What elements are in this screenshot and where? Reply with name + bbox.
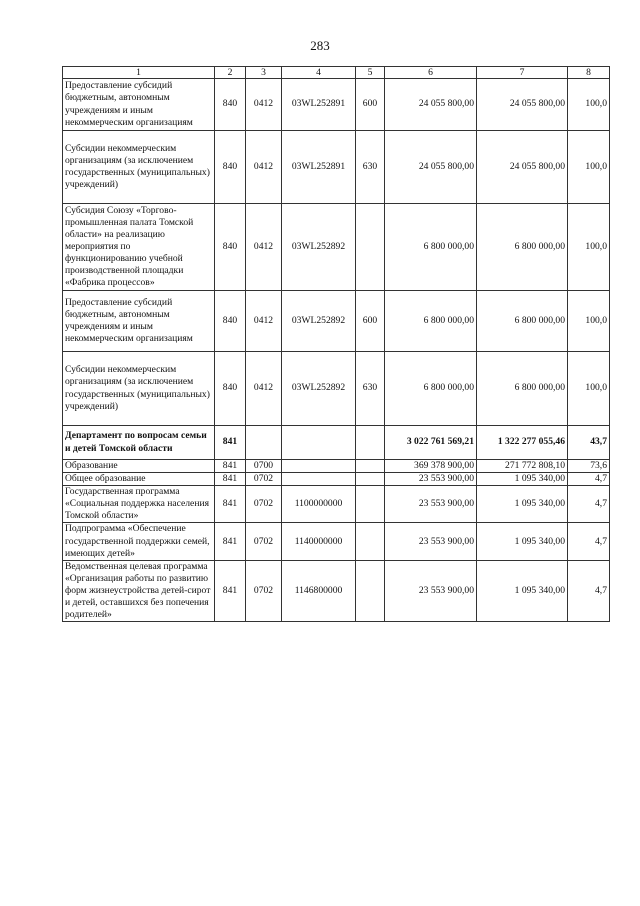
section-code: 0702 [246, 560, 282, 621]
column-header: 1 [63, 67, 215, 79]
page-number: 283 [310, 38, 330, 53]
plan-amount: 23 553 900,00 [385, 560, 477, 621]
execution-percent: 4,7 [568, 486, 610, 523]
plan-amount: 23 553 900,00 [385, 486, 477, 523]
table-row [63, 204, 610, 291]
target-article: 1100000000 [282, 486, 356, 523]
section-code: 0702 [246, 486, 282, 523]
ministry-code: 840 [215, 291, 246, 352]
target-article: 1146800000 [282, 560, 356, 621]
ministry-code: 840 [215, 131, 246, 204]
ministry-code: 840 [215, 352, 246, 426]
ministry-code: 841 [215, 486, 246, 523]
expense-type: 600 [356, 79, 385, 131]
ministry-code: 841 [215, 523, 246, 560]
row-name: Подпрограмма «Обеспечение государственной поддержки семей, имеющих детей» [63, 523, 215, 560]
expense-type: 600 [356, 291, 385, 352]
section-code: 0702 [246, 473, 282, 486]
row-name: Предоставление субсидий бюджетным, автономным учреждениям и иным некоммерческим организациям [63, 291, 215, 352]
target-article: 1140000000 [282, 523, 356, 560]
expense-type [356, 560, 385, 621]
section-code: 0412 [246, 291, 282, 352]
expense-type: 630 [356, 352, 385, 426]
actual-amount: 6 800 000,00 [477, 204, 568, 291]
row-name: Департамент по вопросам семьи и детей Томской области [63, 426, 215, 460]
row-name: Государственная программа «Социальная поддержка населения Томской области» [63, 486, 215, 523]
plan-amount: 369 378 900,00 [385, 460, 477, 473]
expense-type [356, 523, 385, 560]
table-row [63, 486, 610, 523]
ministry-code: 841 [215, 426, 246, 460]
execution-percent: 73,6 [568, 460, 610, 473]
actual-amount: 6 800 000,00 [477, 352, 568, 426]
expense-type: 630 [356, 131, 385, 204]
column-header: 6 [385, 67, 477, 79]
target-article [282, 460, 356, 473]
target-article: 03WL252892 [282, 352, 356, 426]
target-article [282, 426, 356, 460]
column-header: 8 [568, 67, 610, 79]
actual-amount: 1 095 340,00 [477, 523, 568, 560]
expense-type [356, 486, 385, 523]
row-name: Предоставление субсидий бюджетным, автономным учреждениям и иным некоммерческим организациям [63, 79, 215, 131]
ministry-code: 840 [215, 204, 246, 291]
plan-amount: 6 800 000,00 [385, 352, 477, 426]
execution-percent: 4,7 [568, 523, 610, 560]
table-row [63, 291, 610, 352]
section-code: 0412 [246, 204, 282, 291]
ministry-code: 841 [215, 560, 246, 621]
plan-amount: 24 055 800,00 [385, 79, 477, 131]
actual-amount: 1 095 340,00 [477, 473, 568, 486]
expense-type [356, 426, 385, 460]
section-code: 0700 [246, 460, 282, 473]
plan-amount: 23 553 900,00 [385, 523, 477, 560]
row-name: Субсидия Союзу «Торгово-промышленная палата Томской области» на реализацию мероприятия по функционированию учебной производственной площадки «Фабрика процессов» [63, 204, 215, 291]
table-row [63, 79, 610, 131]
actual-amount: 271 772 808,10 [477, 460, 568, 473]
execution-percent: 100,0 [568, 291, 610, 352]
plan-amount: 24 055 800,00 [385, 131, 477, 204]
target-article [282, 473, 356, 486]
section-code: 0412 [246, 79, 282, 131]
actual-amount: 1 095 340,00 [477, 560, 568, 621]
table-row [63, 460, 610, 473]
table-row [63, 473, 610, 486]
execution-percent: 43,7 [568, 426, 610, 460]
target-article: 03WL252891 [282, 79, 356, 131]
column-header: 5 [356, 67, 385, 79]
actual-amount: 1 322 277 055,46 [477, 426, 568, 460]
actual-amount: 24 055 800,00 [477, 131, 568, 204]
execution-percent: 100,0 [568, 79, 610, 131]
expense-type [356, 460, 385, 473]
ministry-code: 840 [215, 79, 246, 131]
row-name: Образование [63, 460, 215, 473]
table-row [63, 560, 610, 621]
section-code: 0702 [246, 523, 282, 560]
row-name: Общее образование [63, 473, 215, 486]
plan-amount: 3 022 761 569,21 [385, 426, 477, 460]
row-name: Ведомственная целевая программа «Организация работы по развитию форм жизнеустройства детей-сирот и детей, оставшихся без попечения родителей» [63, 560, 215, 621]
section-code [246, 426, 282, 460]
row-name: Субсидии некоммерческим организациям (за исключением государственных (муниципальных) учреждений) [63, 131, 215, 204]
execution-percent: 4,7 [568, 560, 610, 621]
execution-percent: 100,0 [568, 204, 610, 291]
plan-amount: 6 800 000,00 [385, 291, 477, 352]
execution-percent: 100,0 [568, 131, 610, 204]
execution-percent: 4,7 [568, 473, 610, 486]
execution-percent: 100,0 [568, 352, 610, 426]
section-code: 0412 [246, 131, 282, 204]
table-row [63, 426, 610, 460]
table-row [63, 352, 610, 426]
table-row [63, 523, 610, 560]
table-header-row [63, 67, 610, 79]
column-header: 3 [246, 67, 282, 79]
target-article: 03WL252892 [282, 291, 356, 352]
column-header: 4 [282, 67, 356, 79]
expense-type [356, 204, 385, 291]
actual-amount: 1 095 340,00 [477, 486, 568, 523]
ministry-code: 841 [215, 460, 246, 473]
actual-amount: 24 055 800,00 [477, 79, 568, 131]
plan-amount: 23 553 900,00 [385, 473, 477, 486]
table-body [63, 79, 610, 622]
ministry-code: 841 [215, 473, 246, 486]
section-code: 0412 [246, 352, 282, 426]
column-header: 2 [215, 67, 246, 79]
actual-amount: 6 800 000,00 [477, 291, 568, 352]
row-name: Субсидии некоммерческим организациям (за исключением государственных (муниципальных) учреждений) [63, 352, 215, 426]
expense-type [356, 473, 385, 486]
plan-amount: 6 800 000,00 [385, 204, 477, 291]
target-article: 03WL252891 [282, 131, 356, 204]
target-article: 03WL252892 [282, 204, 356, 291]
budget-table [62, 66, 610, 622]
column-header: 7 [477, 67, 568, 79]
table-row [63, 131, 610, 204]
